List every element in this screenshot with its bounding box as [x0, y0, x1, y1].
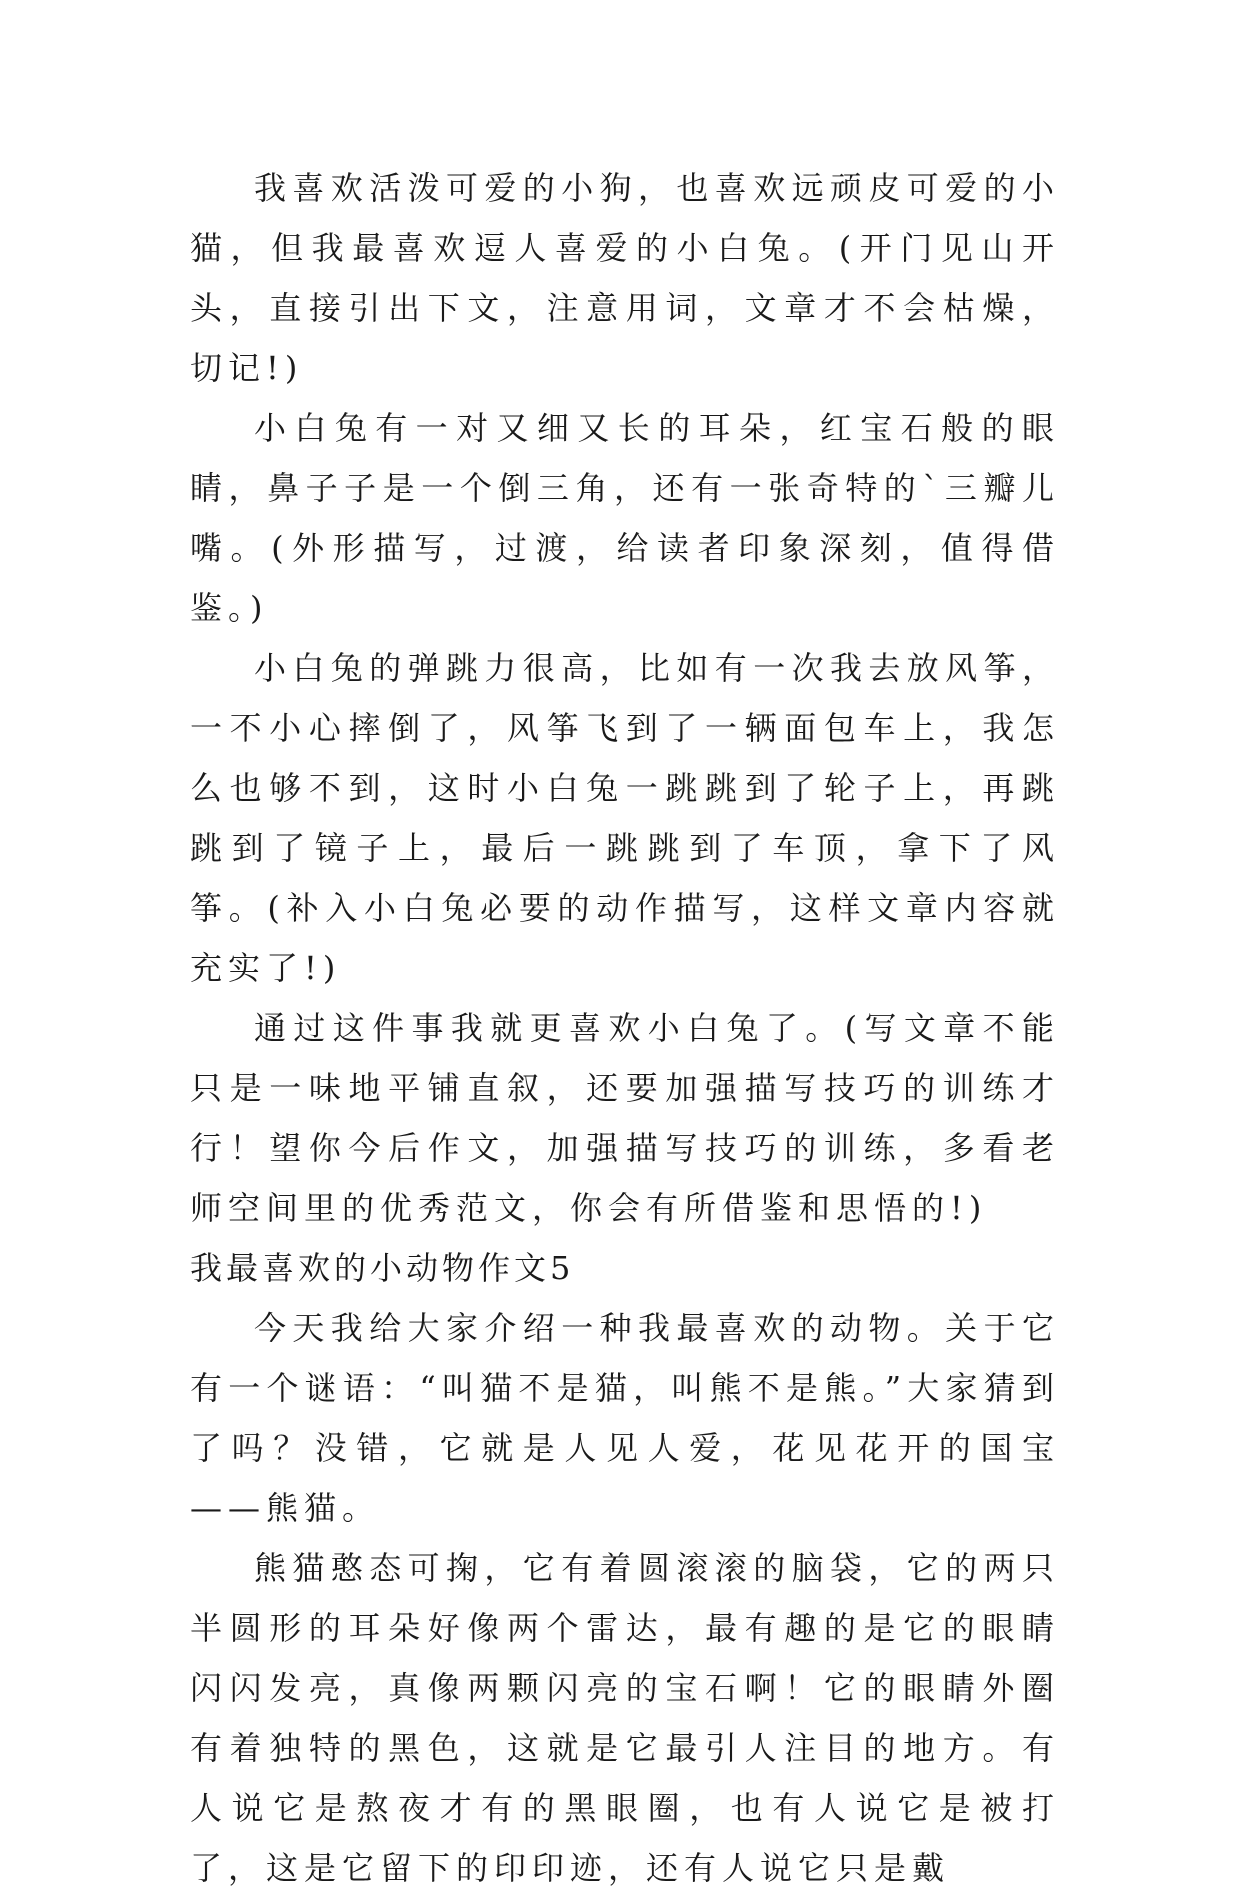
document-body	[190, 158, 1060, 1898]
section-heading: 我最喜欢的小动物作文5	[190, 1249, 575, 1287]
paragraph-3: 小白兔的弹跳力很高，比如有一次我去放风筝，一不小心摔倒了，风筝飞到了一辆面包车上，我怎么也够不到，这时小白兔一跳跳到了轮子上，再跳跳到了镜子上，最后一跳跳到了车顶，拿下了风筝。(补入小白兔必要的动作描写，这样文章内容就充实了!)	[190, 649, 1060, 987]
paragraph-5: 今天我给大家介绍一种我最喜欢的动物。关于它有一个谜语：“叫猫不是猫，叫熊不是熊。”大家猜到了吗？没错，它就是人见人爱，花见花开的国宝——熊猫。	[190, 1309, 1060, 1527]
paragraph-2: 小白兔有一对又细又长的耳朵，红宝石般的眼睛，鼻子子是一个倒三角，还有一张奇特的`三瓣儿嘴。(外形描写，过渡，给读者印象深刻，值得借鉴。)	[190, 409, 1060, 627]
paragraph-4: 通过这件事我就更喜欢小白兔了。(写文章不能只是一味地平铺直叙，还要加强描写技巧的训练才行！望你今后作文，加强描写技巧的训练，多看老师空间里的优秀范文，你会有所借鉴和思悟的!)	[190, 1009, 1060, 1227]
paragraph-1: 我喜欢活泼可爱的小狗，也喜欢远顽皮可爱的小猫，但我最喜欢逗人喜爱的小白兔。(开门见山开头，直接引出下文，注意用词，文章才不会枯燥，切记!)	[190, 169, 1060, 387]
paragraph-6: 熊猫憨态可掬，它有着圆滚滚的脑袋，它的两只半圆形的耳朵好像两个雷达，最有趣的是它的眼睛闪闪发亮，真像两颗闪亮的宝石啊！它的眼睛外圈有着独特的黑色，这就是它最引人注目的地方。有人说它是熬夜才有的黑眼圈，也有人说它是被打了，这是它留下的印印迹，还有人说它只是戴	[190, 1549, 1060, 1887]
